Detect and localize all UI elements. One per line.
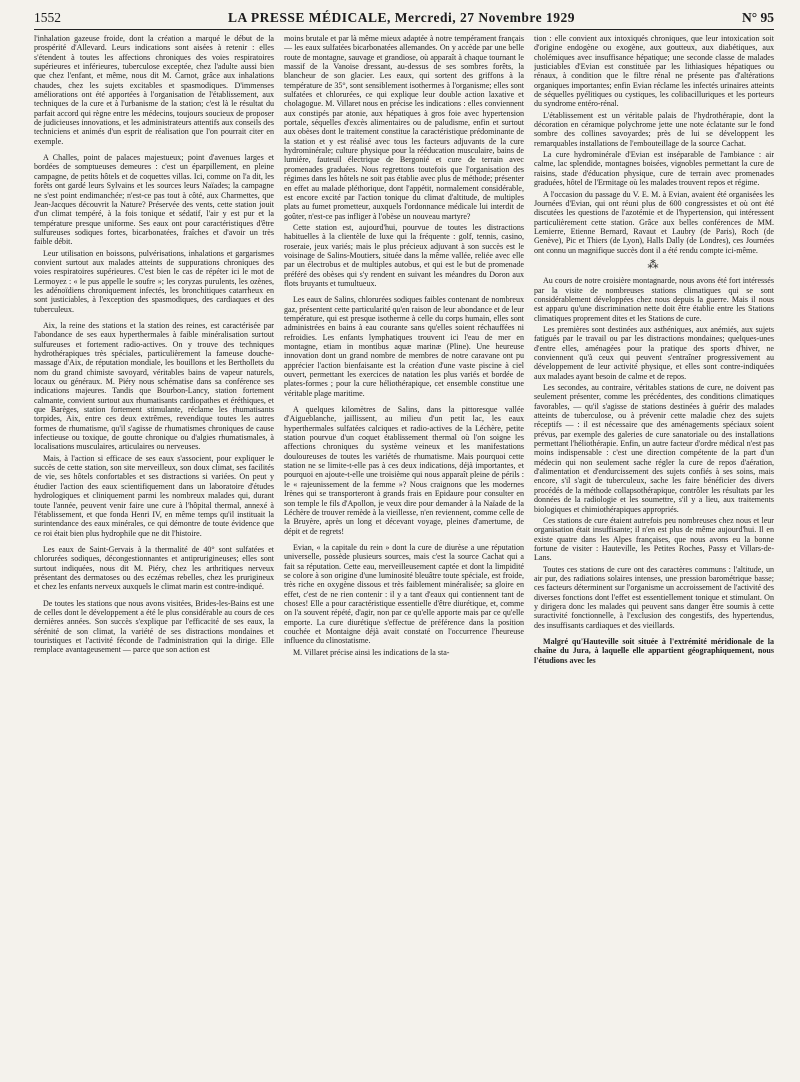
paragraph: l'inhalation gazeuse froide, dont la création a marqué le début de la prospérité d'Allevard. Leurs indications sont aisées à retenir : elles s'étendent à toutes les affections chroniques des voies respiratoires supérieures et inférieures, tuberculose exceptée, chez l'adulte aussi bien que chez l'enfant, et même, nous dit M. Carnot, grâce aux inhalations chaudes, chez les sujets excitables et spasmodiques. D'immenses améliorations ont été apportées à l'organisation de l'établissement, aux techniques de la cure et à l'urbanisme de la station; c'est là le résultat du parfait accord qui règne entre les médecins, toujours soucieux de proposer de judicieuses innovations, et les administrateurs attentifs aux conseils des techniciens et animés d'un esprit de réalisation que l'on pourrait citer en exemple.: [34, 34, 274, 146]
paragraph: Leur utilisation en boissons, pulvérisations, inhalations et gargarismes convient surtout aux malades atteints de suppurations chroniques des voies respiratoires supérieures. C'est bien le cas de répéter ici le mot de Lermoyez : « le pus appelle le soufre »; les coryzas purulents, les ozènes, les adénoïdiens chroniquement infectés, les bronchitiques catarrheux en sont justiciables, à l'exception des spasmodiques, des cardiaques et des tuberculeux.: [34, 248, 274, 314]
paragraph: Les eaux de Saint-Gervais à la thermalité de 40° sont sulfatées et chlorurées sodiques, décongestionnantes et antiprurigineuses; elles sont surtout indiquées, nous dit M. Piéry, chez les arthritiques nerveux présentant des dermatoses ou des eczémas rebelles, chez les prurigineux et chez les enfants nerveux auxquels le climat marin est contre-indiqué.: [34, 544, 274, 592]
paragraph: Aix, la reine des stations et la station des reines, est caractérisée par l'abondance de ses eaux hyperthermales à faible minéralisation surtout sulfureuses et fortement radio-actives. On y trouve des techniques hydrothérapiques très spéciales, particulièrement la fameuse douche-massage d'Aix, de réputation mondiale, les bouillons et les Berthollets du nom du grand chimiste savoyard, véritables bains de vapeur naturels, locaux ou généraux. M. Piéry nous schématise dans sa conférence ses indications majeures. Tandis que Bourbon-Lancy, station fortement calmante, convient surtout aux rhumatisants cardiopathes et éréthiques, et que Barèges, station fortement stimulante, réclame les rhumatisants torpides, Aix, entre ces deux extrêmes, revendique toutes les autres formes de rhumatisme, qu'il s'agisse de rhumatismes chroniques de cause infectieuse ou toxique, de goutte chronique ou d'algies rhumatismales, à localisations musculaires, articulaires ou nerveuses.: [34, 320, 274, 452]
issue-number: N° 95: [741, 10, 774, 25]
column-middle: [284, 34, 524, 1074]
column-right: [534, 34, 774, 1074]
paragraph: Evian, « la capitale du rein » dont la cure de diurèse a une réputation universelle, possède plusieurs sources, mais c'est la source Cachat qui a fait sa réputation. Cette eau, merveilleusement captée et dont la limpidité se colore à son origine d'une luminosité bleuâtre toute spéciale, est froide, très riche en oxygène dissous et très faiblement minéralisée; sa gloire en effet, c'est de ne rien contenir : il y a tant d'eaux qui contiennent tant de choses! Elle a pour caractéristique essentielle d'être diurétique, et, comme on l'a souvent répété, d'agir, non par ce qu'elle apporte mais par ce qu'elle emporte. La cure diurétique s'effectue de préférence dans la position couchée et Montaigne déjà avait constaté on l'occurrence l'heureuse influence du clinostatisme.: [284, 542, 524, 646]
paragraph: A Challes, point de palaces majestueux; point d'avenues larges et bordées de somptueuses demeures : c'est un éparpillement, en pleine campagne, de petits hôtels et de coquettes villas. Ici, comme on l'a dit, les forêts ont gardé leurs Sylvains et les sources leurs Naïades; la campagne ne s'est point endimanchée; n'est-ce pas tout à côté, aux Charmettes, que Jean-Jacques découvrit la Nature? Préservée des vents, cette station jouit d'un climat tempéré, à la fois tonique et sédatif, l'air y est pur et la température presque uniforme. Ses eaux ont pour caractéristiques d'être sulfureuses sodiques fortes, bicarbonatées, fraîches et d'avoir un très faible débit.: [34, 153, 274, 247]
paragraph: Les premières sont destinées aux asthéniques, aux anémiés, aux sujets fatigués par le travail ou par les distractions mondaines; quelques-unes d'entre elles, aménagées pour la pratique des sports d'hiver, ne conviennent qu'à ceux qui peuvent s'entraîner progressivement au développement de leur activité physique, et elles sont contre-indiquées aux malades ayant besoin de calme et de repos.: [534, 324, 774, 381]
page-number: 1552: [34, 10, 61, 25]
section-ornament: ⁂: [647, 258, 661, 271]
article-columns: [34, 34, 774, 1074]
paragraph: M. Villaret précise ainsi les indications de la sta-: [293, 647, 450, 657]
paragraph: Ces stations de cure étaient autrefois peu nombreuses chez nous et leur organisation était insuffisante; il n'en est plus de même aujourd'hui. Il en existe quatre dans les Alpes françaises, que nous avons eu la bonne fortune de visiter : Hauteville, les Petites Roches, Passy et Villars-de-Lans.: [534, 515, 774, 563]
page-header: [34, 8, 774, 30]
paragraph: A l'occasion du passage du V. E. M. à Evian, avaient été organisées les Journées d'Evian, qui ont réuni plus de 600 congressistes et où ont été discutées les questions de l'azotémie et de l'hypertension, qui intéressent particulièrement cette station. Grâce aux belles conférences de MM. Lemierre, Etienne Bernard, Ravaut et Laubry (de Paris), Roch (de Genève), Pic et Thiers (de Lyon), Halls Dally (de Londres), ces Journées ont connu un magnifique succès dont il a été rendu compte ici-même.: [534, 189, 774, 255]
paragraph: Cette station est, aujourd'hui, pourvue de toutes les distractions habituelles à la clientèle de luxe qui la fréquente : golf, tennis, casino, roseraie, jeux variés; mais le plus précieux adjuvant à son succès est le voisinage de Salins-Moutiers, située dans la même vallée, reliée avec elle par un électrobus et de multiples autobus, et qui est le but de promenade préféré des obèses qui s'y rendent en suivant les méandres du Doron aux flots bruyants et tumultueux.: [284, 222, 524, 288]
paragraph: L'établissement est un véritable palais de l'hydrothérapie, dont la décoration en céramique polychrome jette une note éclatante sur le fond sombre des collines savoyardes; près de lui se développent les remarquables installations de l'embouteillage de la source Cachat.: [534, 110, 774, 148]
paragraph: Au cours de notre croisière montagnarde, nous avons été fort intéressés par la visite de nombreuses stations climatiques qui se sont considérablement développées chez nous depuis la guerre. Mais il nous est apparu qu'une discrimination nette doit être établie entre les Stations climatiques proprement dites et les Stations de cure.: [534, 276, 774, 323]
column-left: [34, 34, 274, 1074]
paragraph: Les eaux de Salins, chlorurées sodiques faibles contenant de nombreux gaz, présentent cette particularité qu'en raison de leur abondance et de leur température, qui est presque isotherme à celle du corps humain, elles sont administrées en bains à eau courante sans qu'elles soient réchauffées ni refroidies. Les enfants lymphatiques trouvent ici l'eau de mer en montagne, etiam in montibus aquæ marinæ (Pline). Une heureuse innovation dont un grand nombre de membres de notre caravane ont pu apprécier l'action bienfaisante est la création d'une vaste piscine à ciel ouvert, permettant les exercices de natation les plus variés et bordée de plates-formes ; pour la cure héliothérapique, cet ensemble constitue une véritable plage maritime.: [284, 295, 524, 398]
paragraph: De toutes les stations que nous avons visitées, Brides-les-Bains est une de celles dont le développement a été le plus considérable au cours de ces dernières années. Son succès s'explique par l'efficacité de ses eaux, la sérénité de son climat, la variété de ses distractions mondaines et touristiques et l'activité féconde de l'administration qui la dirige. Elle remplace avantageusement — parce que son action est: [34, 598, 274, 655]
paragraph: Mais, à l'action si efficace de ses eaux s'associent, pour expliquer le succès de cette station, son site merveilleux, son doux climat, ses facilités de vie, ses hôtels confortables et ses distractions si variées. On peut y étudier l'action des eaux scientifiquement dans un laboratoire d'études hydrologiques et cliniquement parmi les nombreux malades qui, durant toute l'année, peuvent venir faire une cure à l'hôpital thermal, annexé à l'établissement, et que fonda Henri IV, en même temps qu'il instituait la surintendance des eaux minérales, ce qui démontre de toute évidence que ce roi était bien plus hydrophile que ne dit l'histoire.: [34, 453, 274, 538]
paragraph: moins brutale et par là même mieux adaptée à notre tempérament français — les eaux sulfatées bicarbonatées allemandes. On y accède par une belle route de montagne, sauvage et grandiose, où apparaît à chaque tournant le massif de la Vanoise dressant, au-dessus de ses sombres forêts, la blancheur de son glacier. Les eaux, qui sortent des griffons à la température de 35°, sont sensiblement isothermes à l'organisme; elles sont sulfatées et chlorurées, ce qui explique leur double action laxative et cholagogue. M. Villaret nous en précise les indications : elles conviennent aux constipés par atonie, aux hépatiques à gros foie avec hypertension portale, séquelles d'excès alimentaires ou de paludisme, enfin et surtout aux obèses dont le traitement constitue la caractéristique prédominante de la station et y est réalisé avec tous les facteurs adjuvants de la cure hydrominérale; culture physique pour la rééducation musculaire, bains de lumière, fauteuil électrique de Bergonié et cure de terrain avec promenades graduées. Nous regrettons toutefois que l'organisation des régimes dans les hôtels ne soit pas établie avec plus de méthode; présenter en effet au malade pléthorique, dont l'appétit, normalement considérable, est encore excité par l'action tonique du climat d'altitude, de multiples plats au fumet prometteur, auxquels l'ordonnance médicale lui interdit de goûter, n'est-ce pas infliger à l'obèse un nouveau martyre?: [284, 34, 524, 221]
paragraph: tion : elle convient aux intoxiqués chroniques, que leur intoxication soit d'origine endogène ou exogène, aux goutteux, aux diabétiques, aux cholémiques avec insuffisance hépatique; une seconde classe de malades justiciables d'Evian est constituée par les lithiasiques hépatiques ou rénaux, à condition que le filtre rénal ne présente pas d'altérations organiques importantes; enfin Evian réclame les infectés urinaires atteints de séquelles pyélitiques ou cystiques, les colibacilluriques et les porteurs du syndrome entéro-rénal.: [534, 34, 774, 109]
paragraph: Malgré qu'Hauteville soit située à l'extrémité méridionale de la chaîne du Jura, à laquelle elle appartient géographiquement, nous l'étudions avec les: [534, 636, 774, 665]
paragraph: A quelques kilomètres de Salins, dans la pittoresque vallée d'Aigueblanche, jaillissent, au milieu d'un petit lac, les eaux hyperthermales sulfatées calciques et radio-actives de la Léchère, petite station pourvue d'un coquet établissement thermal où l'on soigne les affections chroniques du système veineux et les manifestations douloureuses de toutes les variétés de rhumatisme. Mais pourquoi cette station ne se limite-t-elle pas à ces deux indications, déjà importantes, et pourquoi en ajoute-t-elle une troisième qui nous apparaît pleine de périls : le « rajeunissement de la femme »? Nous craignons que les modernes Irènes qui se transporteront à grands frais en Epidaure pour consulter en son temple le fils d'Apollon, je veux dire pour demander à la Naïade de la Léchère de trouver remède à la vieillesse, n'en reviennent, comme celle de la Bruyère, après un long et décevant voyage, pleines d'amertume, de dépit et de regrets!: [284, 405, 524, 536]
journal-title: LA PRESSE MÉDICALE, Mercredi, 27 Novembre 1929: [227, 10, 575, 25]
paragraph: La cure hydrominérale d'Evian est inséparable de l'ambiance : air calme, lac splendide, montagnes boisées, vignobles permettant la cure de raisins, stade d'éducation physique, cure de terrain avec promenades graduées, hôtel de l'Ermitage où les malades trouvent repos et régime.: [534, 150, 774, 188]
paragraph: Les secondes, au contraire, véritables stations de cure, ne doivent pas seulement présenter, comme les précédentes, des conditions climatiques favorables, — qu'il s'agisse de stations destinées à guérir des malades atteints de tuberculose, ou à prévenir cette maladie chez des sujets réceptifs — : il est nécessaire que des aménagements spéciaux soient prévus, par exemple des galeries de cure sanatoriale ou des installations permettant l'héliothérapie. Enfin, un autre facteur d'ordre médical n'est pas moins indispensable : c'est une direction compétente de la part d'un médecin qui non seulement sache régler la cure de repos d'aération, d'alimentation et d'endurcissement des sujets confiés à ses soins, mais encore, s'il s'agit de tuberculeux, sache les faire bénéficier des divers procédés de la méthode collapsothérapique, contrôler les résultats par les données de la radiologie et les soumettre, s'il y a lieu, aux traitements biologiques et chimiothérapiques appropriés.: [534, 383, 774, 514]
paragraph: Toutes ces stations de cure ont des caractères communs : l'altitude, un air pur, des radiations solaires intenses, une pression barométrique basse; ces facteurs déterminent sur l'organisme un accroissement de l'activité des diverses fonctions dont l'effet est essentiellement tonique et stimulant. On y dirigera donc les malades qui peuvent sans danger être soumis à cette suractivité fonctionnelle, à l'exclusion des congestifs, des hypertendus, des insuffisants cardiaques et des vieillards.: [534, 564, 774, 630]
